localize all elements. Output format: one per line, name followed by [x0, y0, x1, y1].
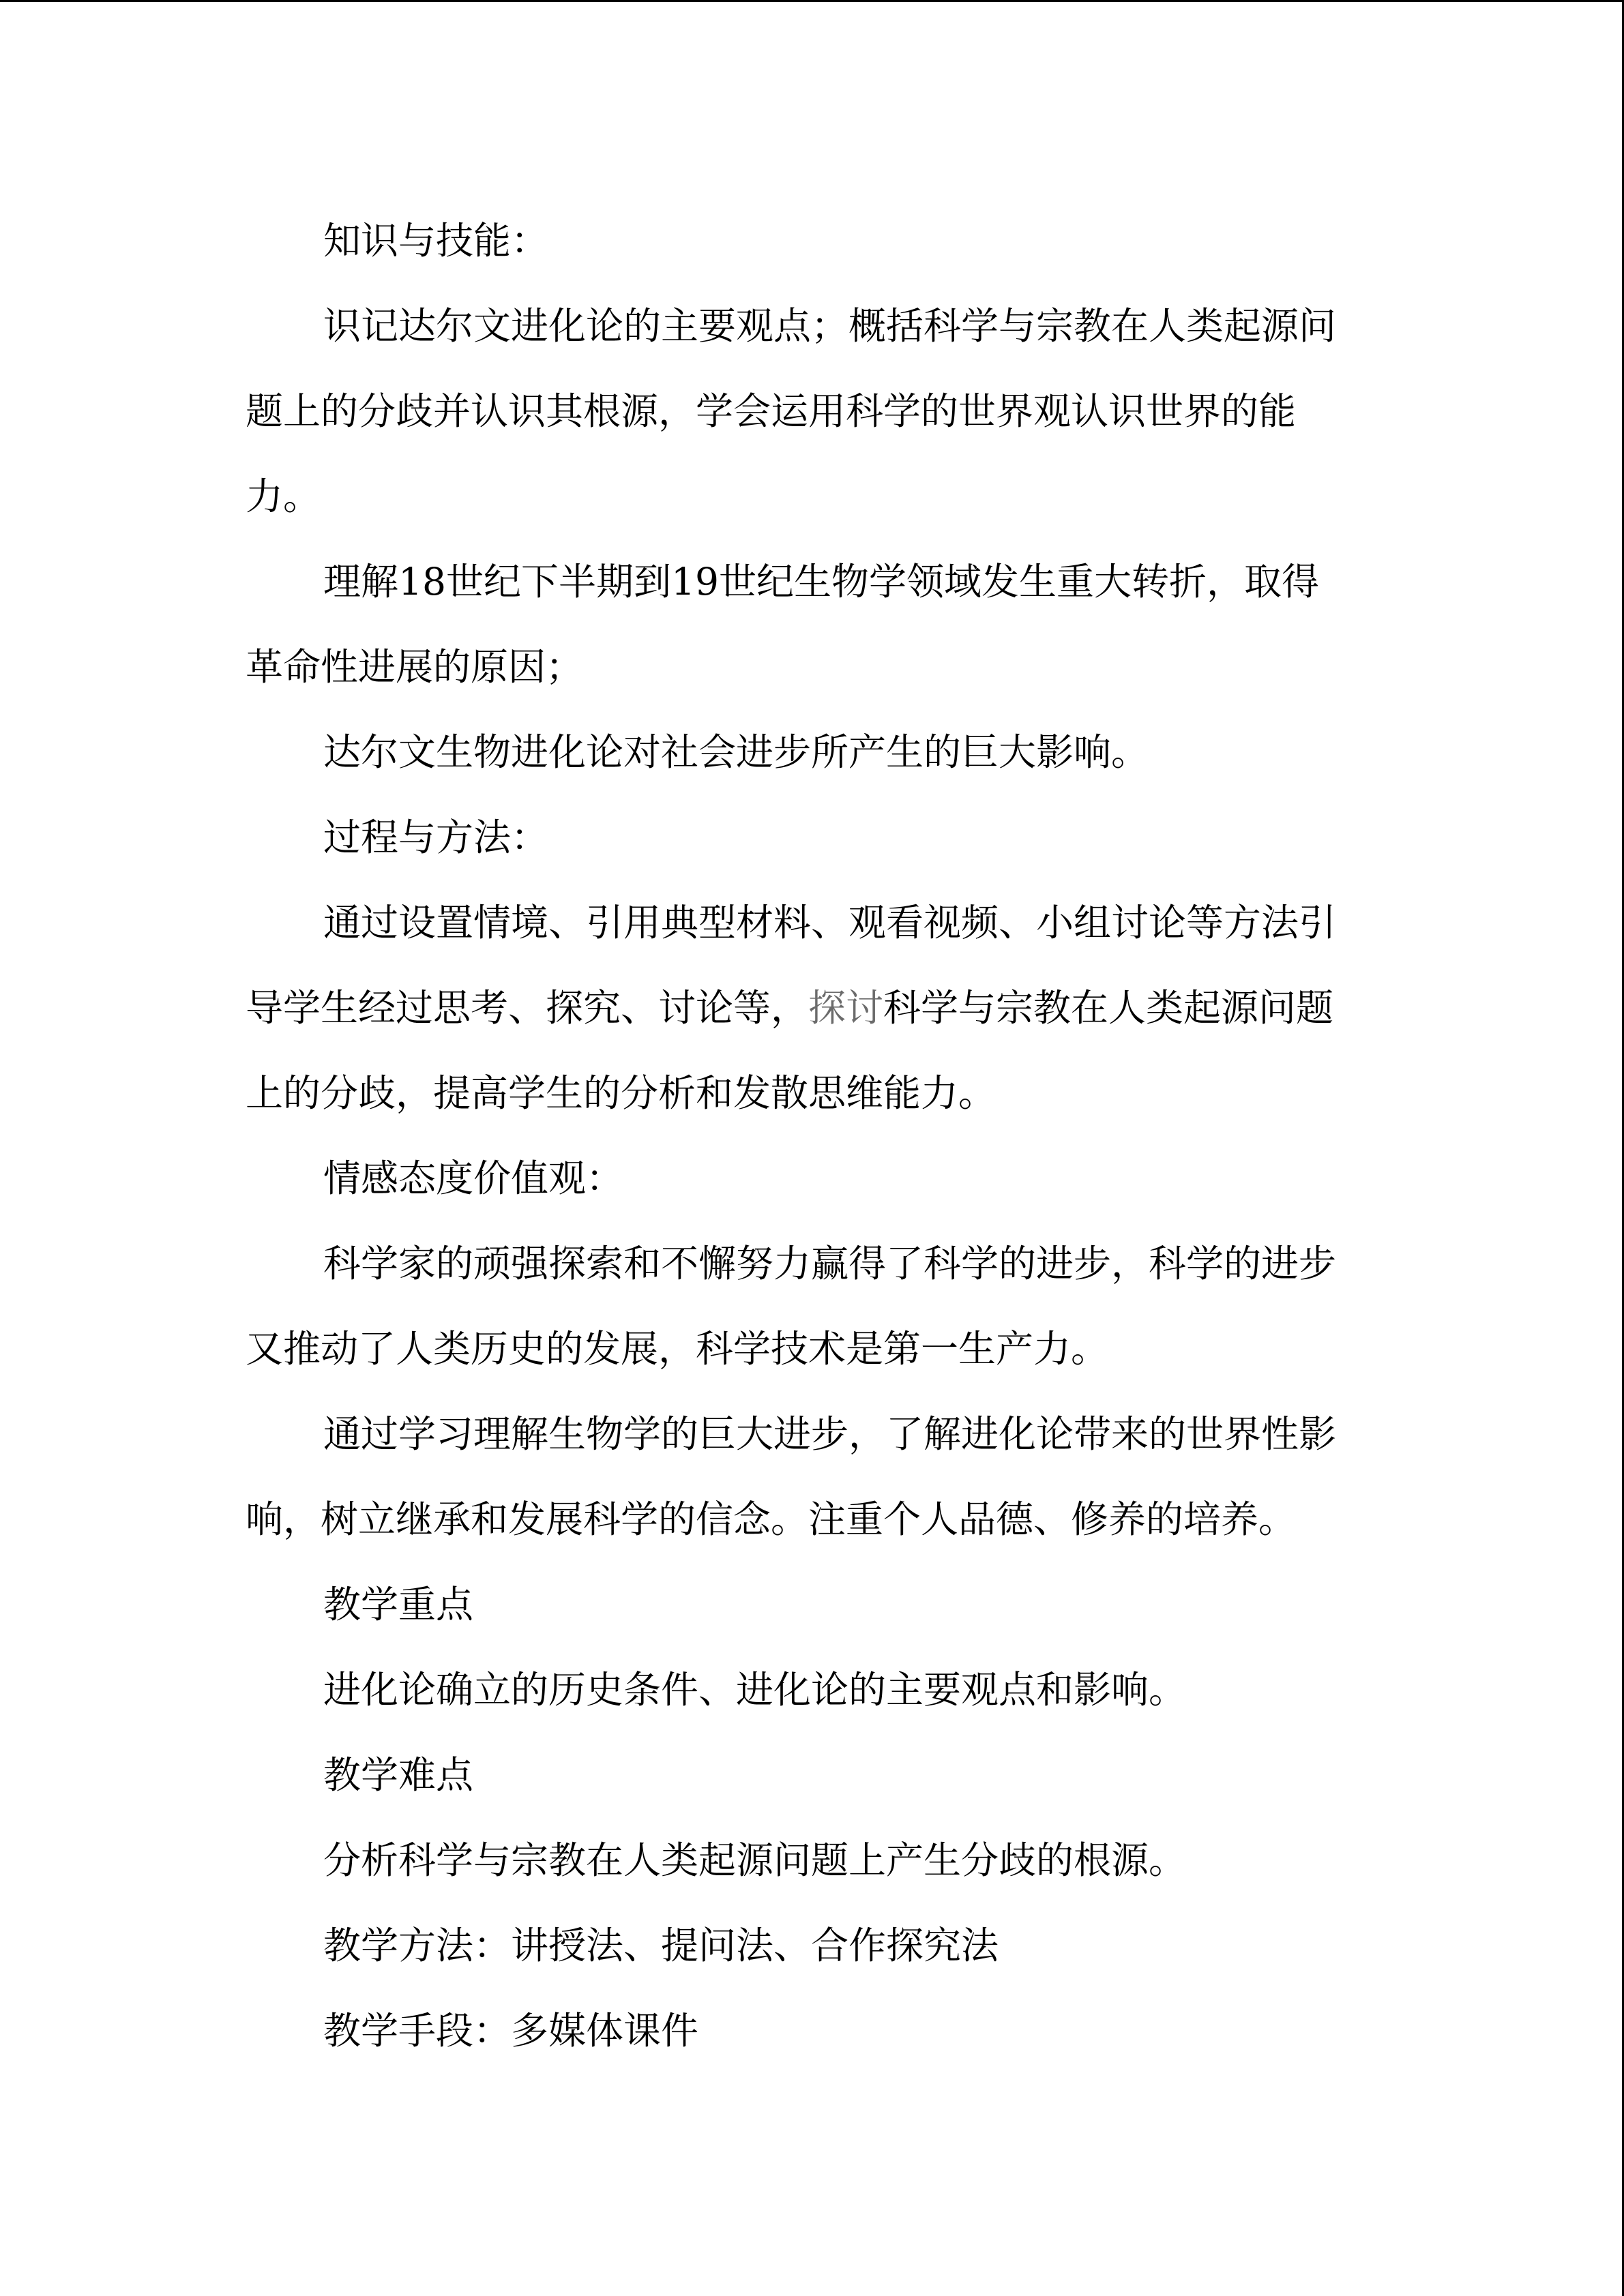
heading-knowledge-skills: 知识与技能： — [323, 219, 549, 263]
paragraph-process-part-2: 科学与宗教在人类起源问题上的分歧，提高学生的分析和发散思维能力。 — [246, 986, 1334, 1115]
highlighted-word: 探讨 — [808, 986, 884, 1030]
paragraph-knowledge-1: 识记达尔文进化论的主要观点；概括科学与宗教在人类起源问题上的分歧并认识其根源，学会运用科学的世界观认识世界的能力。 — [246, 304, 1337, 518]
paragraph-process — [246, 880, 1354, 1136]
paragraph-teaching-means: 教学手段：多媒体课件 — [323, 2009, 699, 2053]
heading-difficult-points: 教学难点 — [323, 1753, 474, 1797]
heading-process-methods: 过程与方法： — [323, 816, 549, 859]
heading-key-points: 教学重点 — [323, 1583, 474, 1626]
paragraph-attitude-2: 通过学习理解生物学的巨大进步，了解进化论带来的世界性影响，树立继承和发展科学的信念。注重个人品德、修养的培养。 — [246, 1412, 1337, 1541]
paragraph-key-points: 进化论确立的历史条件、进化论的主要观点和影响。 — [323, 1668, 1187, 1712]
paragraph-process-part-1: 通过设置情境、引用典型材料、观看视频、小组讨论等方法引导学生经过思考、探究、讨论等， — [246, 901, 1337, 1030]
paragraph-attitude-1: 科学家的顽强探索和不懈努力赢得了科学的进步，科学的进步又推动了人类历史的发展，科学技术是第一生产力。 — [246, 1242, 1337, 1371]
paragraph-knowledge-3: 达尔文生物进化论对社会进步所产生的巨大影响。 — [323, 730, 1149, 774]
document-body — [246, 198, 1354, 2074]
paragraph-knowledge-2: 理解18世纪下半期到19世纪生物学领域发生重大转折，取得革命性进展的原因； — [246, 560, 1319, 689]
paragraph-difficult-points: 分析科学与宗教在人类起源问题上产生分歧的根源。 — [323, 1838, 1187, 1882]
paragraph-teaching-methods: 教学方法：讲授法、提问法、合作探究法 — [323, 1924, 999, 1967]
heading-attitude-values: 情感态度价值观： — [323, 1157, 624, 1200]
